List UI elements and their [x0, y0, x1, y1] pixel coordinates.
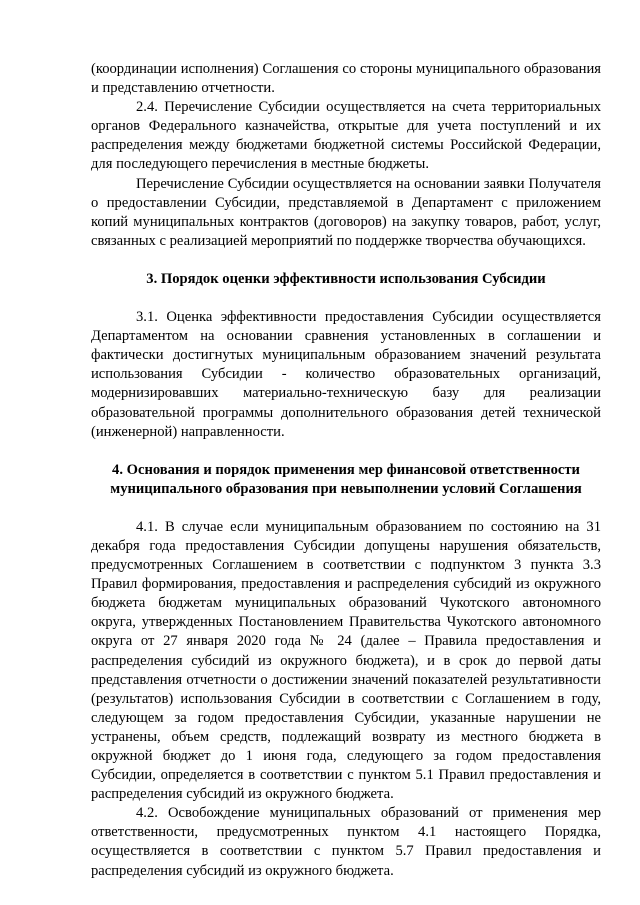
document-page	[91, 60, 601, 881]
paragraph-4-1: 4.1. В случае если муниципальным образованием по состоянию на 31 декабря года предоставления Субсидии допущены нарушения обязательств, предусмотренных Соглашением в соответствии с подпунктом 3 пункта 3.3 Правил формирования, предоставления и распределения субсидий из окружного бюджета бюджетам муниципальных образований Чукотского автономного округа, утвержденных Постановлением Правительства Чукотского автономного округа от 27 января 2020 года № 24 (далее – Правила предоставления и распределения субсидий из окружного бюджета), и в срок до первой даты представления отчетности о достижении значений показателей результативности (результатов) использования Субсидии в соответствии с Соглашением в году, следующем за годом предоставления Субсидии, указанные нарушении не устранены, объем средств, подлежащий возврату из местного бюджета в окружной бюджет до 1 июня года, следующего за годом предоставления Субсидии, определяется в соответствии с пунктом 5.1 Правил предоставления и распределения субсидий из окружного бюджета.	[91, 518, 601, 803]
section-4-heading	[91, 461, 601, 499]
section-3-heading: 3. Порядок оценки эффективности использования Субсидии	[146, 270, 546, 287]
paragraph-transfer-basis: Перечисление Субсидии осуществляется на основании заявки Получателя о предоставлении Субсидии, представляемой в Департамент с приложением копий муниципальных контрактов (договоров) на закупку товаров, работ, услуг, связанных с реализацией мероприятий по поддержке творчества обучающихся.	[91, 175, 601, 249]
paragraph-2-4: 2.4. Перечисление Субсидии осуществляется на счета территориальных органов Федерального казначейства, открытые для учета поступлений и их распределения между бюджетами бюджетной системы Российской Федерации, для последующего перечисления в местные бюджеты.	[91, 99, 601, 173]
section-4-heading-line-2: муниципального образования при невыполнении условий Соглашения	[110, 480, 582, 497]
paragraph-4-2: 4.2. Освобождение муниципальных образований от применения мер ответственности, предусмотренных пунктом 4.1 настоящего Порядка, осуществляется в соответствии с пунктом 5.7 Правил предоставления и распределения субсидий из окружного бюджета.	[91, 805, 601, 879]
paragraph-3-1: 3.1. Оценка эффективности предоставления Субсидии осуществляется Департаментом на основании сравнения установленных в соглашении и фактически достигнутых муниципальным образованием значений результата использования Субсидии - количество образовательных организаций, модернизировавших материально-техническую базу для реализации образовательной программы дополнительного образования детей технической (инженерной) направленности.	[91, 309, 601, 440]
section-4-heading-line-1: 4. Основания и порядок применения мер финансовой ответственности	[112, 461, 580, 478]
paragraph-continuation: (координации исполнения) Соглашения со стороны муниципального образования и представлению отчетности.	[91, 61, 601, 97]
